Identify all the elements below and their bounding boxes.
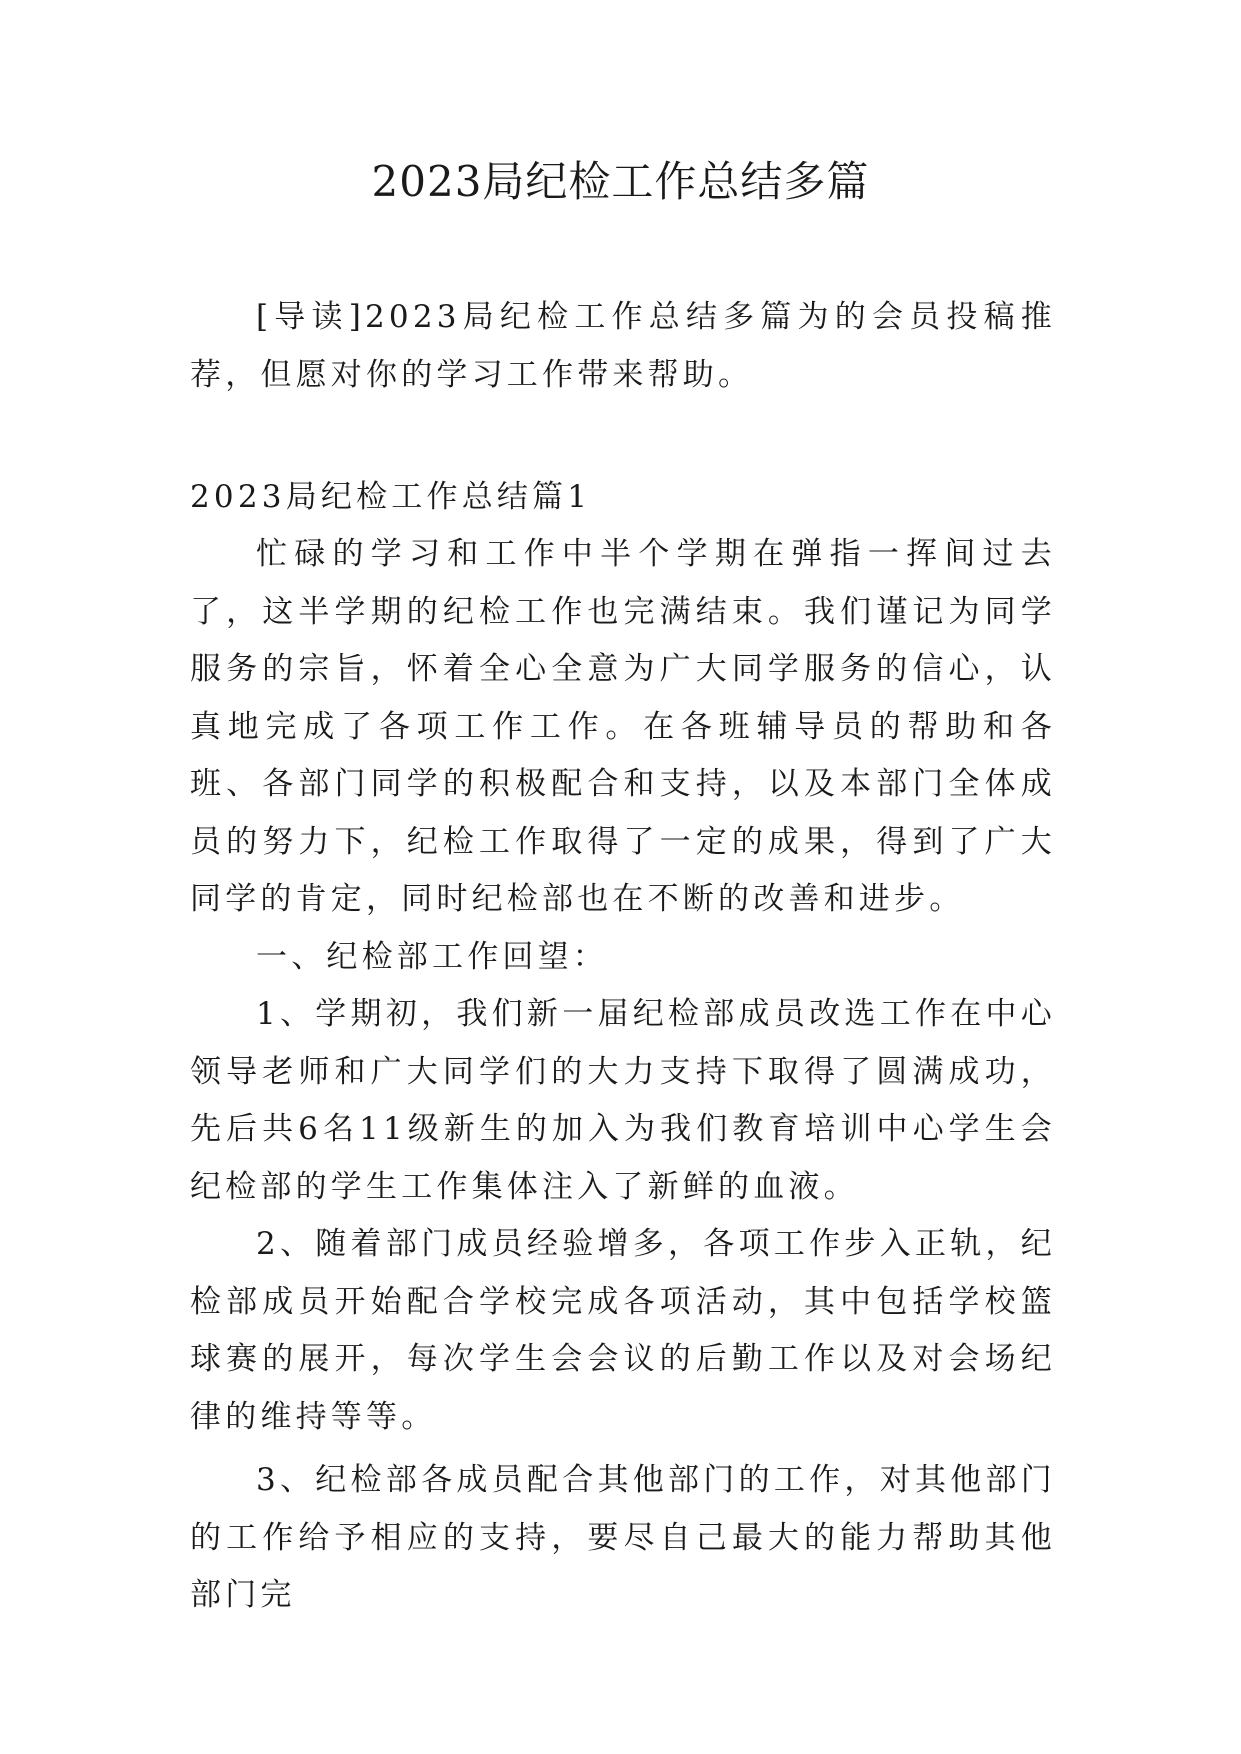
section-heading: 2023局纪检工作总结篇1	[190, 479, 592, 515]
body-paragraph: 2、随着部门成员经验增多，各项工作步入正轨，纪检部成员开始配合学校完成各项活动，其中包括学校篮球赛的展开，每次学生会会议的后勤工作以及对会场纪律的维持等等。	[190, 1226, 1056, 1435]
body-paragraph: 1、学期初，我们新一届纪检部成员改选工作在中心领导老师和广大同学们的大力支持下取得了圆满成功，先后共6名11级新生的加入为我们教育培训中心学生会纪检部的学生工作集体注入了新鲜的血液。	[190, 996, 1056, 1205]
intro-paragraph: [导读]2023局纪检工作总结多篇为的会员投稿推荐，但愿对你的学习工作带来帮助。	[190, 299, 1056, 393]
body-paragraph: 一、纪检部工作回望：	[256, 939, 608, 975]
body-paragraph: 忙碌的学习和工作中半个学期在弹指一挥间过去了，这半学期的纪检工作也完满结束。我们谨记为同学服务的宗旨，怀着全心全意为广大同学服务的信心，认真地完成了各项工作工作。在各班辅导员的帮助和各班、各部门同学的积极配合和支持，以及本部门全体成员的努力下，纪检工作取得了一定的成果，得到了广大同学的肯定，同时纪检部也在不断的改善和进步。	[190, 536, 1056, 917]
body-paragraph: 3、纪检部各成员配合其他部门的工作，对其他部门的工作给予相应的支持，要尽自己最大的能力帮助其他部门完	[190, 1462, 1056, 1613]
document-title: 2023局纪检工作总结多篇	[371, 157, 870, 206]
